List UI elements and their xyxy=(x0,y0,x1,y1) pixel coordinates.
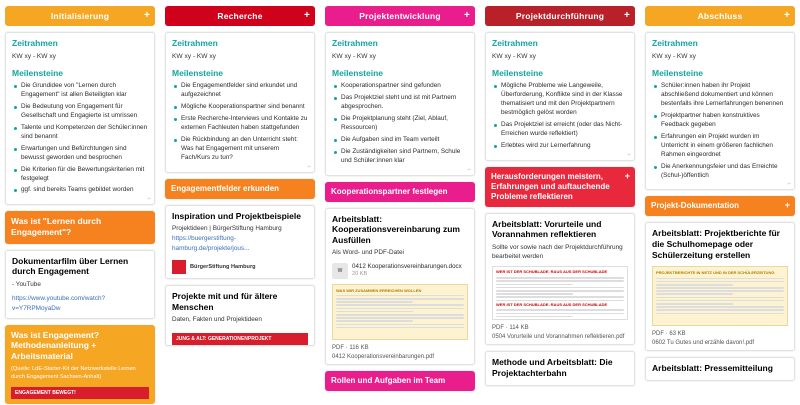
card-title-zeitrahmen: Zeitrahmen xyxy=(652,38,698,48)
card-link[interactable]: https://www.youtube.com/watch?v=Y7RPMoyaDw xyxy=(12,295,106,312)
card-projekt-dokumentation[interactable] xyxy=(645,196,795,216)
milestone-list xyxy=(492,82,628,151)
card-title: Dokumentarfilm über Lernen durch Engagement xyxy=(12,255,129,277)
card-title-meilensteine: Meilensteine xyxy=(12,68,64,79)
card-subtitle-kw: KW xy - KW xy xyxy=(492,52,536,60)
list-item: Erste Recherche-Interviews und Kontakte zu externen Fachleuten haben stattgefunden xyxy=(181,114,308,131)
card-line-1: Daten, Fakten und Projektideen xyxy=(172,316,262,324)
column-header-projektdurchfuehrung[interactable] xyxy=(485,6,635,26)
card-title: Was ist Engagement? Methodenanleitung + Arbeitsmaterial xyxy=(11,329,100,362)
resize-handle-icon[interactable]: ⌐ xyxy=(467,166,471,173)
column-title: Projektdurchführung xyxy=(515,11,605,21)
card-title: Projekte mit und für ältere Menschen xyxy=(172,291,278,312)
card-line-1: - YouTube xyxy=(12,280,41,288)
attachment-pdf-name[interactable]: 0412 Kooperationsvereinbarungen.pdf xyxy=(332,353,435,360)
resize-handle-icon[interactable]: ⌐ xyxy=(627,151,631,158)
list-item: Die Projektplanung steht (Ziel, Ablauf, Ressourcen) xyxy=(341,115,468,133)
column-abschluss xyxy=(640,0,800,405)
card-was-ist-lde[interactable] xyxy=(5,211,155,243)
add-card-icon[interactable]: + xyxy=(143,10,150,21)
card-meilensteine[interactable] xyxy=(325,32,475,176)
partner-logo xyxy=(166,258,314,278)
card-title: Engagementfelder erkunden xyxy=(171,183,280,193)
card-title-meilensteine: Meilensteine xyxy=(492,68,544,79)
list-item: Die Zuständigkeiten sind Partnern, Schule und Schüler:innen klar xyxy=(341,148,468,166)
milestone-list xyxy=(12,82,148,196)
add-card-icon[interactable]: + xyxy=(303,10,310,21)
preview-heading: PROJEKTBERICHTE IN NETZ UND IN DER SCHÜLERZEITUNG xyxy=(656,270,775,276)
card-title: Arbeitsblatt: Vorurteile und Vorannahmen reflektieren xyxy=(492,218,602,240)
add-icon[interactable]: + xyxy=(784,200,790,211)
card-title-zeitrahmen: Zeitrahmen xyxy=(332,38,378,48)
column-title: Initialisierung xyxy=(50,11,110,21)
attachment-size: 20 KB xyxy=(352,271,368,278)
list-item: Die Kriterien für die Bewertungskriterien mit festgelegt xyxy=(21,166,148,184)
list-item: Mögliche Kooperationspartner sind benannt xyxy=(181,103,308,112)
card-was-ist-engagement[interactable] xyxy=(5,325,155,404)
card-meilensteine[interactable] xyxy=(645,32,795,190)
card-title-zeitrahmen: Zeitrahmen xyxy=(172,38,218,48)
list-item: Die Grundidee von "Lernen durch Engagement" ist allen Beteiligten klar xyxy=(21,82,148,100)
card-subtitle: Als Word- und PDF-Datei xyxy=(332,249,404,257)
card-meilensteine[interactable] xyxy=(165,32,315,173)
add-card-icon[interactable]: + xyxy=(623,10,630,21)
list-item: Das Projektziel steht und ist mit Partnern abgesprochen. xyxy=(341,94,468,112)
logo-text: BürgerStiftung Hamburg xyxy=(190,263,256,270)
resize-handle-icon[interactable]: ⌐ xyxy=(307,163,311,170)
card-title: Was ist "Lernen durch Engagement"? xyxy=(11,216,102,238)
column-header-abschluss[interactable] xyxy=(645,6,795,26)
column-recherche xyxy=(160,0,320,405)
logo-mark-icon xyxy=(172,260,186,274)
card-subtitle-kw: KW xy - KW xy xyxy=(172,52,216,60)
add-icon[interactable]: + xyxy=(624,170,630,181)
card-title-meilensteine: Meilensteine xyxy=(332,68,384,79)
milestone-list xyxy=(652,82,788,181)
card-title: Methode und Arbeitsblatt: Die Projektachterbahn xyxy=(492,357,613,379)
list-item: Die Bedeutung von Engagement für Gesellschaft und Engagierte ist umrissen xyxy=(21,103,148,121)
card-meilensteine[interactable] xyxy=(5,32,155,205)
card-rollen-aufgaben[interactable] xyxy=(325,371,475,391)
column-header-projektentwicklung[interactable] xyxy=(325,6,475,26)
card-title: Arbeitsblatt: Kooperationsvereinbarung zum Ausfüllen xyxy=(332,213,460,245)
engagement-banner: ENGAGEMENT BEWEGT! xyxy=(11,387,149,399)
attachment-pdf-name[interactable]: 0504 Vorurteile und Vorannahmen reflektieren.pdf xyxy=(492,334,625,341)
list-item: Die Engagementfelder sind erkundet und aufgezeichnet xyxy=(181,82,308,100)
card-engagementfelder[interactable] xyxy=(165,179,315,199)
attachment-name: 0412 Kooperationsvereinbarungen.docx xyxy=(352,262,462,270)
card-subtitle-kw: KW xy - KW xy xyxy=(12,52,56,60)
card-title: Herausforderungen meistern, Erfahrungen und auftauchende Probleme reflektieren + xyxy=(491,170,630,201)
column-title: Projektentwicklung xyxy=(359,11,441,21)
card-arbeitsblatt-kooperation[interactable] xyxy=(325,208,475,365)
card-dokumentarfilm[interactable] xyxy=(5,250,155,319)
list-item: Mögliche Probleme wie Langeweile, Überforderung, Konflikte sind in der Klasse thematisiert und mit den Projektpartnern bestmöglich gelöst worden xyxy=(501,82,628,118)
card-projektachterbahn[interactable] xyxy=(485,351,635,385)
card-line-1: Projektideen | BürgerStiftung Hamburg xyxy=(172,225,282,233)
card-projekte-aeltere[interactable] xyxy=(165,285,315,346)
add-card-icon[interactable]: + xyxy=(463,10,470,21)
list-item: Erfahrungen ein Projekt wurden im Unterricht in einem größeren fachlichen Rahmen eingeordnet xyxy=(661,133,788,160)
list-item: Talente und Kompetenzen der Schüler:innen sind benannt xyxy=(21,123,148,140)
list-item: Projektpartner haben konstruktives Feedback gegeben xyxy=(661,112,788,130)
milestone-list xyxy=(332,82,468,166)
attachment-docx[interactable] xyxy=(326,260,474,281)
document-preview[interactable] xyxy=(492,266,628,320)
card-title: Rollen und Aufgaben im Team xyxy=(331,375,446,385)
list-item: Die Aufgaben sind im Team verteilt xyxy=(341,136,468,145)
column-title: Abschluss xyxy=(697,11,743,21)
card-subtitle-kw: KW xy - KW xy xyxy=(332,52,376,60)
card-title: Projekt-Dokumentation + xyxy=(651,200,790,211)
card-kooperationspartner-festlegen[interactable] xyxy=(325,182,475,202)
column-projektdurchfuehrung xyxy=(480,0,640,405)
resize-handle-icon[interactable]: ⌐ xyxy=(787,181,791,188)
document-preview[interactable] xyxy=(652,266,788,326)
attachment-pdf-meta: PDF · 63 KB xyxy=(652,331,686,338)
attachment-pdf-meta: PDF · 114 KB xyxy=(492,325,529,332)
card-meilensteine[interactable] xyxy=(485,32,635,161)
list-item: Die Rückbindung an den Unterricht steht: Was hat Engagement mit unserem Fach/Kurs zu tun? xyxy=(181,136,308,163)
list-item: Kooperationspartner sind gefunden xyxy=(341,82,468,91)
column-projektentwicklung xyxy=(320,0,480,405)
list-item: Erlebtes wird zur Lernerfahrung xyxy=(501,142,628,151)
card-title-meilensteine: Meilensteine xyxy=(172,68,224,79)
card-title-meilensteine: Meilensteine xyxy=(652,68,704,79)
card-source: (Quelle: LdE-Starter-Kit der Netzwerkstelle Lernen durch Engagement Sachsen-Anhalt) xyxy=(11,365,136,380)
card-arbeitsblatt-projektberichte[interactable] xyxy=(645,222,795,351)
card-title: Arbeitsblatt: Pressemitteilung xyxy=(652,363,773,374)
preview-heading: WAS WIR ZUSAMMEN ERREICHEN WOLLEN xyxy=(336,287,422,293)
add-card-icon[interactable]: + xyxy=(783,10,790,21)
attachment-pdf-name[interactable]: 0602 Tu Gutes und erzähle davon!.pdf xyxy=(652,340,755,347)
list-item: Das Projektziel ist erreicht (oder das Nicht-Erreichen wurde reflektiert) xyxy=(501,121,628,139)
card-herausforderungen[interactable] xyxy=(485,167,635,207)
card-inspiration[interactable] xyxy=(165,205,315,279)
column-initialisierung xyxy=(0,0,160,405)
card-arbeitsblatt-vorurteile[interactable] xyxy=(485,213,635,346)
card-title-zeitrahmen: Zeitrahmen xyxy=(12,38,58,48)
doc-file-icon: W xyxy=(332,263,348,279)
card-arbeitsblatt-pressemitteilung[interactable] xyxy=(645,357,795,381)
document-preview[interactable] xyxy=(332,284,468,340)
resize-handle-icon[interactable]: ⌐ xyxy=(147,196,151,203)
card-link[interactable]: https://buergerstiftung-hamburg.de/projekte/jous... xyxy=(172,235,250,252)
list-item: Die Anerkennungsfeier und das Erreichte (Schul-)öffentlich xyxy=(661,163,788,181)
card-title: Arbeitsblatt: Projektberichte für die Schulhomepage oder Schülerzeitung erstellen xyxy=(652,228,780,260)
card-subtitle-kw: KW xy - KW xy xyxy=(652,52,696,60)
generationen-banner: JUNG & ALT: GENERATIONENPROJEKT xyxy=(172,333,308,345)
list-item: Erwartungen und Befürchtungen sind bewusst geworden und besprochen xyxy=(21,145,148,163)
column-title: Recherche xyxy=(217,11,263,21)
card-title: Kooperationspartner festlegen xyxy=(331,186,448,196)
list-item: Schüler:innen haben ihr Projekt abschließend dokumentiert und können bestenfalls ihre Lernerfahrungen benennen xyxy=(661,82,788,109)
column-header-recherche[interactable] xyxy=(165,6,315,26)
column-header-initialisierung[interactable] xyxy=(5,6,155,26)
card-title-zeitrahmen: Zeitrahmen xyxy=(492,38,538,48)
card-subtitle: Sollte vor sowie nach der Projektdurchführung bearbeitet werden xyxy=(492,243,623,261)
milestone-list xyxy=(172,82,308,163)
preview-heading-left: WER IST DER SCHUBLADE. RAUS AUS DER SCHUBLADE xyxy=(496,269,608,275)
preview-heading-right: WER IST DER SCHUBLADE. RAUS AUS DER SCHUBLADE xyxy=(496,301,608,307)
attachment-pdf-meta: PDF · 116 KB xyxy=(332,344,369,351)
card-title: Inspiration und Projektbeispiele xyxy=(172,210,301,221)
list-item: ggf. sind bereits Teams gebildet worden xyxy=(21,186,148,195)
